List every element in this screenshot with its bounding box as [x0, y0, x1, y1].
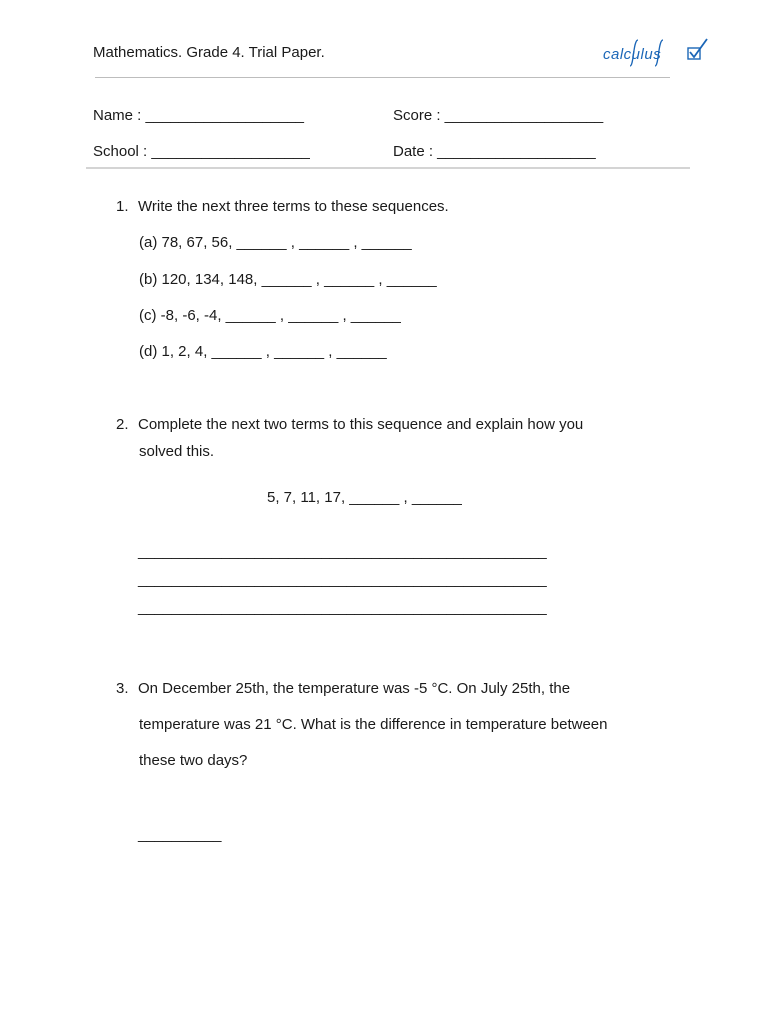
answer-line[interactable]: _________________________________________________	[138, 543, 547, 560]
sequence-part-a[interactable]: (a) 78, 67, 56, ______ , ______ , ______	[139, 234, 412, 251]
header-divider	[95, 77, 670, 78]
sequence-part-c[interactable]: (c) -8, -6, -4, ______ , ______ , ______	[139, 307, 401, 324]
calculus-logo	[600, 36, 712, 70]
question-prompt-continued: these two days?	[139, 752, 248, 769]
answer-line[interactable]: _________________________________________________	[138, 599, 547, 616]
score-field[interactable]: Score : ___________________	[393, 107, 604, 124]
logo-text: calculus	[603, 46, 662, 63]
question-3	[116, 680, 570, 698]
date-field[interactable]: Date : ___________________	[393, 143, 596, 160]
fields-divider	[86, 167, 690, 169]
question-2	[116, 416, 583, 434]
answer-blank[interactable]: __________	[138, 826, 222, 843]
question-number: 2.	[116, 416, 129, 433]
sequence-q2[interactable]: 5, 7, 11, 17, ______ , ______	[267, 489, 462, 506]
question-prompt: Write the next three terms to these sequences.	[138, 198, 449, 215]
question-1	[116, 198, 449, 216]
question-number: 3.	[116, 680, 129, 697]
sequence-part-d[interactable]: (d) 1, 2, 4, ______ , ______ , ______	[139, 343, 387, 360]
question-prompt-continued: solved this.	[139, 443, 215, 460]
page-title: Mathematics. Grade 4. Trial Paper.	[93, 44, 325, 61]
name-field[interactable]: Name : ___________________	[93, 107, 305, 124]
question-prompt: Complete the next two terms to this sequence and explain how you	[138, 416, 584, 433]
sequence-part-b[interactable]: (b) 120, 134, 148, ______ , ______ , ______	[139, 271, 437, 288]
question-prompt-continued: temperature was 21 °C. What is the difference in temperature between	[139, 716, 608, 733]
question-number: 1.	[116, 198, 129, 215]
school-field[interactable]: School : ___________________	[93, 143, 310, 160]
answer-line[interactable]: _________________________________________________	[138, 571, 547, 588]
question-prompt: On December 25th, the temperature was -5 °C. On July 25th, the	[138, 680, 571, 697]
